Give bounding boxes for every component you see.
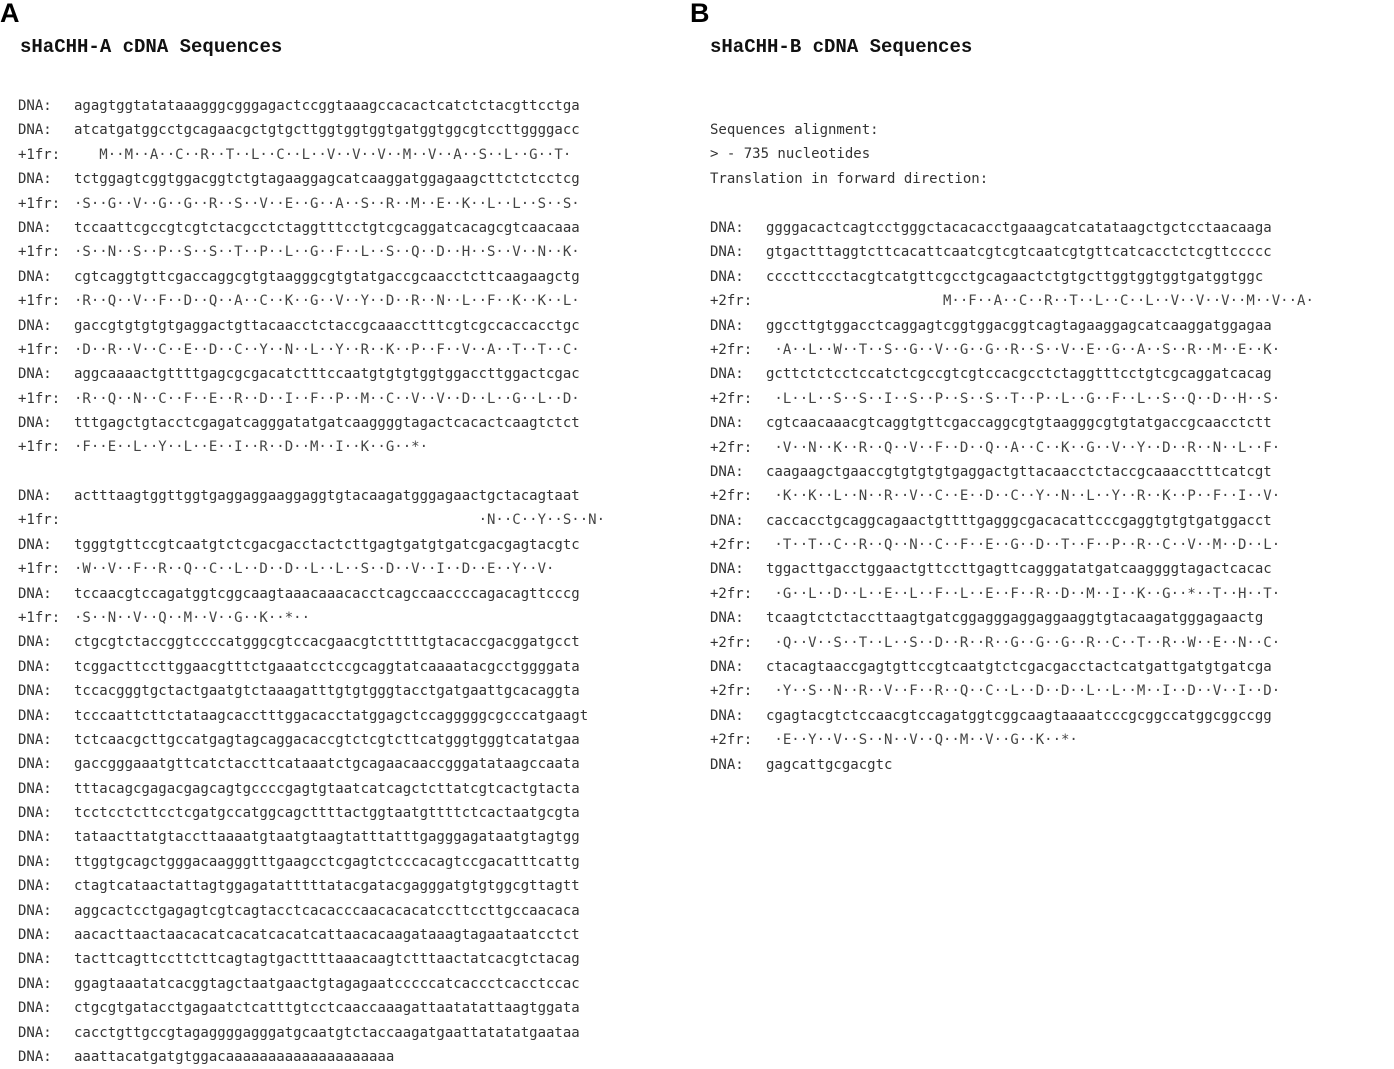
row-sequence: gaccgtgtgtgtgaggactgttacaacctctaccgcaaacctttcgtcgccaccacctgc [74,317,580,334]
translation-row [710,631,1314,655]
row-label: +1fr: [18,609,61,626]
row-label: DNA: [18,683,52,700]
translation-row [710,533,1314,557]
alignment-header [710,118,988,191]
row-label: +1fr: [18,146,61,163]
row-sequence: ·F··E··L··Y··L··E··I··R··D··M··I··K··G··*· [74,439,429,456]
row-sequence: ctgcgtctaccggtccccatgggcgtccacgaacgtctttttgtacaccgacggatgcct [74,634,580,651]
header-line: Sequences alignment: [710,122,879,138]
row-sequence: tggacttgacctggaactgttccttgagttcagggatatgatcaaggggtagactcacac [766,561,1272,578]
row-sequence: tgggtgttccgtcaatgtctcgacgacctactcttgagtgatgtgatcgacgagtacgtc [74,536,580,553]
translation-row [18,557,605,581]
row-label: DNA: [18,268,52,285]
row-label: DNA: [18,951,52,968]
translation-row [18,435,580,459]
row-label: DNA: [18,219,52,236]
dna-row [18,216,580,240]
row-label: DNA: [18,488,52,504]
row-label: DNA: [710,415,744,432]
panel-b [690,0,1394,1059]
row-sequence: ctagtcataactattagtggagatatttttatacgatacgagggatgtgtggcgttagtt [74,878,580,895]
dna-row [710,314,1314,338]
row-sequence: ·V··N··K··R··Q··V··F··D··Q··A··C··K··G··V··Y··D··R··N··L··F· [766,439,1281,456]
dna-row [710,411,1314,435]
row-sequence: atcatgatggcctgcagaacgctgtgcttggtggtggtgatggtggcgtccttggggacc [74,122,580,139]
row-label: +2fr: [710,341,753,358]
row-label: +2fr: [710,585,753,602]
row-sequence: ccccttccctacgtcatgttcgcctgcagaactctgtgcttggtggtggtgatggtggc [766,268,1264,285]
translation-row [710,289,1314,313]
translation-row [710,679,1314,703]
row-sequence: tccaattcgccgtcgtctacgcctctaggtttcctgtcgcaggatcacagcgtcaacaaa [74,219,580,236]
translation-row [710,484,1314,508]
dna-row [710,216,1314,240]
row-label: DNA: [18,536,52,553]
dna-row [710,240,1314,264]
row-sequence: cgagtacgtctccaacgtccagatggtcggcaagtaaaatcccgcggccatggcggccgg [766,707,1272,724]
row-sequence: ggagtaaatatcacggtagctaatgaactgtagagaatcccccatcaccctcacctccac [74,975,580,992]
row-sequence: gcttctctcctccatctcgccgtcgtccacgcctctaggtttcctgtcgcaggatcacag [766,366,1272,383]
dna-row [18,533,605,557]
sequence-block [710,216,1314,777]
translation-row [18,192,580,216]
dna-row [18,630,605,654]
dna-row [18,265,580,289]
row-sequence: tttacagcgagacgagcagtgccccgagtgtaatcatcagctcttatcgtcactgtacta [74,780,580,797]
dna-row [18,704,605,728]
row-sequence: ctgcgtgatacctgagaatctcatttgtcctcaaccaaagattaatatattaagtggata [74,1000,580,1017]
row-sequence: ·S··G··V··G··G··R··S··V··E··G··A··S··R··M··E··K··L··L··S··S· [74,195,580,212]
row-sequence: tcaagtctctaccttaagtgatcggagggaggaggaaggtgtacaagatgggagaactg [766,610,1264,627]
row-label: DNA: [18,731,52,748]
dna-row [18,777,605,801]
row-sequence: tctggagtcggtggacggtctgtagaaggagcatcaaggatggagaagcttctctcctcg [74,171,580,188]
dna-row [18,679,605,703]
row-sequence: tttgagctgtacctcgagatcagggatatgatcaaggggtagactcacactcaagtctct [74,415,580,432]
row-label: DNA: [18,1048,52,1065]
dna-row [18,484,605,508]
dna-row [710,557,1314,581]
panel-letter: A [0,0,20,28]
dna-row [710,362,1314,386]
dna-row [18,118,580,142]
dna-row [710,753,1314,777]
row-label: DNA: [18,756,52,773]
dna-row [710,460,1314,484]
row-label: +1fr: [18,244,61,261]
row-label: DNA: [18,878,52,895]
row-label: +2fr: [710,537,753,554]
row-label: +1fr: [18,439,61,456]
dna-row [18,362,580,386]
row-sequence: ·Q··V··S··T··L··S··D··R··R··G··G··G··R··C··T··R··W··E··N··C· [766,634,1281,651]
sequence-block [18,484,605,1069]
dna-row [710,509,1314,533]
translation-row [710,436,1314,460]
row-sequence: caccacctgcaggcagaactgttttgagggcgacacattcccgaggtgtgtgatggacct [766,512,1272,529]
row-sequence: tccacgggtgctactgaatgtctaaagatttgtgtgggtacctgatgaattgcacaggta [74,683,580,700]
row-sequence: gaccgggaaatgttcatctaccttcataaatctgcagaacaaccgggatataagccaata [74,756,580,773]
row-sequence: ·T··T··C··R··Q··N··C··F··E··G··D··T··F··P··R··C··V··M··D··L· [766,537,1281,554]
row-sequence: aggcaaaactgttttgagcgcgacatctttccaatgtgtgtggtggaccttggactcgac [74,366,580,383]
dna-row [18,996,605,1020]
panel-letter: B [690,0,710,28]
row-label: +2fr: [710,293,753,310]
translation-row [710,338,1314,362]
row-label: +1fr: [18,293,61,310]
row-sequence: tccaacgtccagatggtcggcaagtaaacaaacacctcagccaaccccagacagttcccg [74,585,580,602]
dna-row [18,582,605,606]
row-sequence: cgtcaggtgttcgaccaggcgtgtaagggcgtgtatgaccgcaacctcttcaagaagctg [74,268,580,285]
row-label: DNA: [710,463,744,480]
row-label: DNA: [18,829,52,846]
row-label: DNA: [18,171,52,188]
row-sequence: ·N··C··Y··S··N· [74,512,606,529]
translation-row [18,289,580,313]
dna-row [18,411,580,435]
row-label: DNA: [710,707,744,724]
row-label: DNA: [710,659,744,676]
row-label: +2fr: [710,488,753,505]
row-sequence: actttaagtggttggtgaggaggaaggaggtgtacaagatgggagaactgctacagtaat [74,488,580,504]
dna-row [18,947,605,971]
dna-row [18,923,605,947]
row-label: +2fr: [710,683,753,700]
row-sequence: cacctgttgccgtagaggggagggatgcaatgtctaccaagatgaattatatatgaataa [74,1024,580,1041]
translation-row [710,387,1314,411]
dna-row [18,1021,605,1045]
row-label: +2fr: [710,390,753,407]
row-sequence: ·D··R··V··C··E··D··C··Y··N··L··Y··R··K··P··F··V··A··T··T··C· [74,341,580,358]
dna-row [18,874,605,898]
translation-row [18,606,605,630]
row-label: DNA: [710,512,744,529]
row-sequence: ctacagtaaccgagtgttccgtcaatgtctcgacgacctactcatgattgatgtgatcga [766,659,1272,676]
dna-row [18,314,580,338]
translation-row [18,338,580,362]
dna-row [18,850,605,874]
row-sequence: cgtcaacaaacgtcaggtgttcgaccaggcgtgtaagggcgtgtatgaccgcaacctctt [766,415,1272,432]
row-label: DNA: [710,756,744,773]
row-label: DNA: [18,1024,52,1041]
translation-row [18,240,580,264]
row-sequence: M··F··A··C··R··T··L··C··L··V··V··V··M··V··A· [766,293,1314,310]
row-label: DNA: [18,975,52,992]
row-sequence: tcggacttccttggaacgtttctgaaatcctccgcaggtatcaaaatacgcctggggata [74,658,580,675]
row-sequence: agagtggtatataaagggcgggagactccggtaaagccacactcatctctacgttcctga [74,98,580,114]
row-sequence: tataacttatgtaccttaaaatgtaatgtaagtatttatttgagggagataatgtagtgg [74,829,580,846]
row-sequence: tctcaacgcttgccatgagtagcaggacaccgtctcgtcttcatgggtgggtcatatgaa [74,731,580,748]
row-sequence: ·A··L··W··T··S··G··V··G··G··R··S··V··E··G··A··S··R··M··E··K· [766,341,1281,358]
header-line: > - 735 nucleotides [710,146,871,163]
row-label: +1fr: [18,390,61,407]
translation-row [710,582,1314,606]
row-label: DNA: [18,585,52,602]
row-sequence: gtgactttaggtcttcacattcaatcgtcgtcaatcgtgttcatcacctctcgttccccc [766,244,1272,261]
row-sequence: aacacttaactaacacatcacatcacatcattaacacaagataaagtagaataatcctct [74,927,580,944]
dna-row [710,265,1314,289]
row-sequence: ttggtgcagctgggacaagggtttgaagcctcgagtctcccacagtccgacatttcattg [74,853,580,870]
row-sequence: M··M··A··C··R··T··L··C··L··V··V··V··M··V··A··S··L··G··T· [74,146,572,163]
dna-row [710,655,1314,679]
translation-row [18,387,580,411]
row-sequence: ·R··Q··N··C··F··E··R··D··I··F··P··M··C··V··V··D··L··G··L··D· [74,390,580,407]
row-label: DNA: [18,707,52,724]
row-label: DNA: [18,927,52,944]
row-label: DNA: [18,805,52,822]
translation-row [18,143,580,167]
row-sequence: ·W··V··F··R··Q··C··L··D··D··L··L··S··D··V··I··D··E··Y··V· [74,561,555,578]
dna-row [18,94,580,118]
row-label: DNA: [18,780,52,797]
row-label: +2fr: [710,439,753,456]
row-sequence: ·Y··S··N··R··V··F··R··Q··C··L··D··D··L··L··M··I··D··V··I··D· [766,683,1281,700]
row-sequence: ggggacactcagtcctgggctacacacctgaaagcatcatataagctgctcctaacaaga [766,220,1272,236]
panel-title: sHaCHH-A cDNA Sequences [20,36,283,58]
row-sequence: ·E··Y··V··S··N··V··Q··M··V··G··K··*· [766,732,1078,749]
row-label: DNA: [710,561,744,578]
dna-row [18,655,605,679]
row-label: +1fr: [18,561,61,578]
row-sequence: caagaagctgaaccgtgtgtgtgaggactgttacaacctctaccgcaaacctttcatcgt [766,463,1272,480]
row-label: DNA: [18,658,52,675]
row-sequence: tacttcagttccttcttcagtagtgacttttaaacaagtctttaactatcacgtctacag [74,951,580,968]
row-sequence: gagcattgcgacgtc [766,756,893,773]
dna-row [18,899,605,923]
row-label: DNA: [18,366,52,383]
dna-row [18,801,605,825]
row-label: DNA: [18,317,52,334]
row-label: +1fr: [18,341,61,358]
panel-a [0,0,690,1065]
translation-row [710,728,1314,752]
dna-row [18,825,605,849]
header-line: Translation in forward direction: [710,170,989,187]
row-label: +1fr: [18,195,61,212]
row-label: DNA: [18,122,52,139]
row-label: DNA: [710,220,744,236]
dna-row [18,167,580,191]
row-label: DNA: [710,610,744,627]
dna-row [18,972,605,996]
row-label: DNA: [18,634,52,651]
row-sequence: ggccttgtggacctcaggagtcggtggacggtcagtagaaggagcatcaaggatggagaa [766,317,1272,334]
row-sequence: ·S··N··S··P··S··S··T··P··L··G··F··L··S··Q··D··H··S··V··N··K· [74,244,580,261]
row-label: +2fr: [710,634,753,651]
dna-row [710,606,1314,630]
row-sequence: ·G··L··D··L··E··L··F··L··E··F··R··D··M··I··K··G··*··T··H··T· [766,585,1281,602]
row-sequence: tcccaattcttctataagcacctttggacacctatggagctccagggggcgcccatgaagt [74,707,589,724]
row-sequence: tcctcctcttcctcgatgccatggcagcttttactggtaatgttttctcactaatgcgta [74,805,580,822]
row-sequence: ·K··K··L··N··R··V··C··E··D··C··Y··N··L··Y··R··K··P··F··I··V· [766,488,1281,505]
sequence-block [18,94,580,460]
row-label: +1fr: [18,512,61,529]
row-label: DNA: [18,98,52,114]
row-label: DNA: [18,853,52,870]
dna-row [18,728,605,752]
dna-row [710,704,1314,728]
row-label: DNA: [710,244,744,261]
row-sequence: ·L··L··S··S··I··S··P··S··S··T··P··L··G··F··L··S··Q··D··H··S· [766,390,1281,407]
row-label: DNA: [18,902,52,919]
row-sequence: ·S··N··V··Q··M··V··G··K··*·· [74,609,311,626]
panel-title: sHaCHH-B cDNA Sequences [710,36,973,58]
row-label: DNA: [18,1000,52,1017]
row-label: DNA: [710,268,744,285]
translation-row [18,508,605,532]
row-label: DNA: [18,415,52,432]
dna-row [18,1045,605,1069]
row-label: +2fr: [710,732,753,749]
row-label: DNA: [710,317,744,334]
dna-row [18,752,605,776]
row-sequence: aaattacatgatgtggacaaaaaaaaaaaaaaaaaaaa [74,1048,395,1065]
row-label: DNA: [710,366,744,383]
row-sequence: ·R··Q··V··F··D··Q··A··C··K··G··V··Y··D··R··N··L··F··K··K··L· [74,293,580,310]
row-sequence: aggcactcctgagagtcgtcagtacctcacacccaacacacatccttccttgccaacaca [74,902,580,919]
